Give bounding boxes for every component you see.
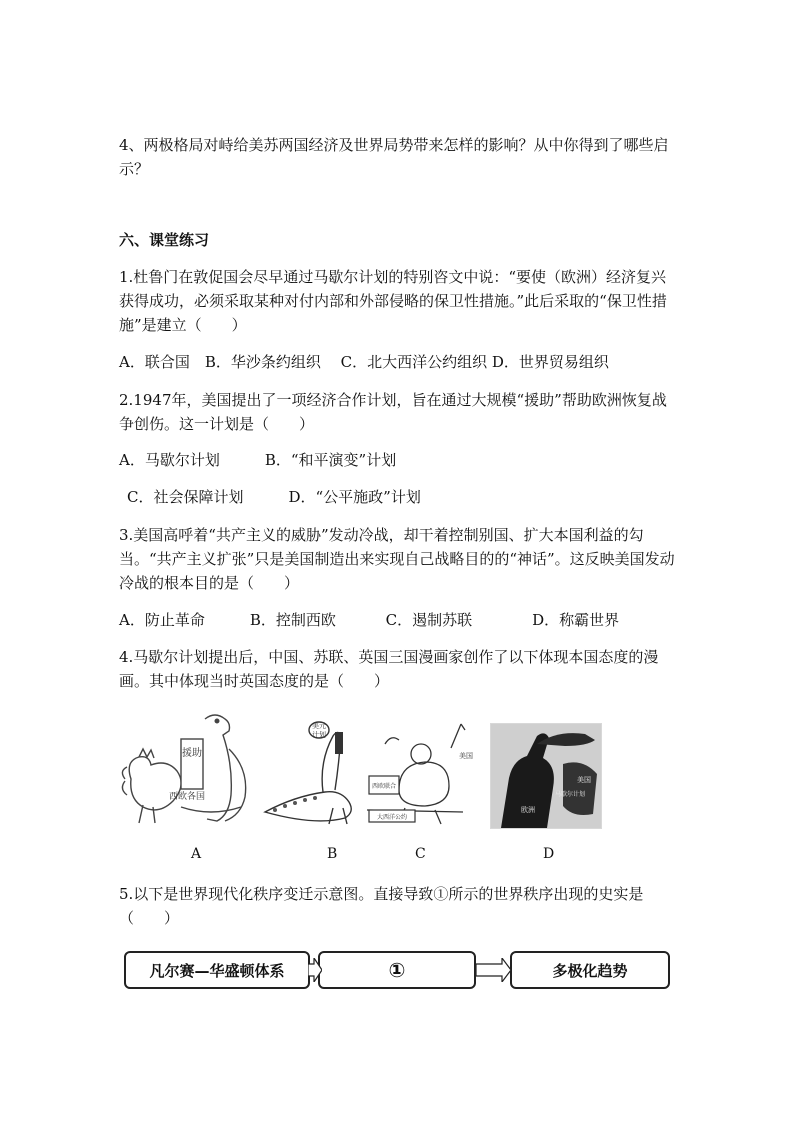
flow-box-multipolar-label: 多极化趋势 bbox=[552, 961, 628, 980]
cartoon-d-label-europe: 欧洲 bbox=[521, 806, 535, 814]
cartoon-label-a: A bbox=[191, 846, 202, 862]
flow-arrow-2-icon bbox=[476, 958, 512, 982]
cartoon-a-sign-1: 援助 bbox=[182, 748, 202, 759]
q4-stem: 4.马歇尔计划提出后，中国、苏联、英国三国漫画家创作了以下体现本国态度的漫画。其中体现当时英国态度的是（ ） bbox=[119, 648, 659, 690]
flow-box-circle-1-label: ① bbox=[388, 958, 406, 982]
flow-box-circle-1 bbox=[318, 951, 476, 989]
cartoon-a-image bbox=[120, 708, 262, 828]
cartoon-d-label-us: 美国 bbox=[577, 776, 591, 784]
q1-options: A．联合国 B．华沙条约组织 C．北大西洋公约组织 D．世界贸易组织 bbox=[119, 353, 609, 371]
cartoon-label-c: C bbox=[415, 846, 426, 862]
cartoon-b-bubble-1: 美元 bbox=[312, 722, 326, 730]
flow-box-multipolar bbox=[510, 951, 670, 989]
cartoon-c-label-treaty: 大西洋公约 bbox=[376, 814, 408, 821]
cartoon-c-label-union: 西欧联合 bbox=[371, 783, 397, 790]
cartoon-b-bubble-2: 计划 bbox=[312, 731, 326, 739]
q3-stem: 3.美国高呼着“共产主义的威胁”发动冷战，却干着控制别国、扩大本国利益的勾当。“共产主义扩张”只是美国制造出来实现自己战略目的的“神话”。这反映美国发动冷战的根本目的是（ ） bbox=[119, 526, 675, 592]
q2-options-row-2: C．社会保障计划 D．“公平施政”计划 bbox=[127, 488, 421, 506]
cartoon-c-label-us: 美国 bbox=[459, 752, 473, 760]
q1-stem: 1.杜鲁门在敦促国会尽早通过马歇尔计划的特别咨文中说：“要使（欧洲）经济复兴获得成功，必须采取某种对付内部和外部侵略的保卫性措施。”此后采取的“保卫性措施”是建立（ ） bbox=[119, 268, 667, 334]
flow-box-versailles bbox=[124, 951, 310, 989]
q2-options-row-1: A．马歇尔计划 B．“和平演变”计划 bbox=[119, 451, 397, 469]
section-title: 六、课堂练习 bbox=[119, 231, 210, 249]
cartoon-b-image bbox=[262, 715, 368, 829]
cartoon-d-image bbox=[490, 723, 602, 829]
cartoon-label-d: D bbox=[543, 846, 555, 862]
cartoon-d-label-plan: 马歇尔计划 bbox=[555, 791, 586, 798]
q2-stem: 2.1947年，美国提出了一项经济合作计划，旨在通过大规模“援助”帮助欧洲恢复战争创伤。这一计划是（ ） bbox=[119, 391, 667, 433]
q3-options: A．防止革命 B．控制西欧 C．遏制苏联 D．称霸世界 bbox=[119, 611, 620, 629]
question-4-text: 4、两极格局对峙给美苏两国经济及世界局势带来怎样的影响？从中你得到了哪些启示？ bbox=[119, 136, 669, 178]
flow-arrow-1-icon bbox=[308, 958, 322, 982]
flow-box-versailles-label: 凡尔赛—华盛顿体系 bbox=[149, 961, 285, 980]
q5-stem: 5.以下是世界现代化秩序变迁示意图。直接导致①所示的世界秩序出现的史实是（ ） bbox=[119, 885, 644, 927]
cartoon-label-b: B bbox=[327, 846, 338, 862]
cartoon-c-image bbox=[364, 717, 476, 827]
cartoon-a-sign-2: 西欧各国 bbox=[169, 792, 206, 802]
